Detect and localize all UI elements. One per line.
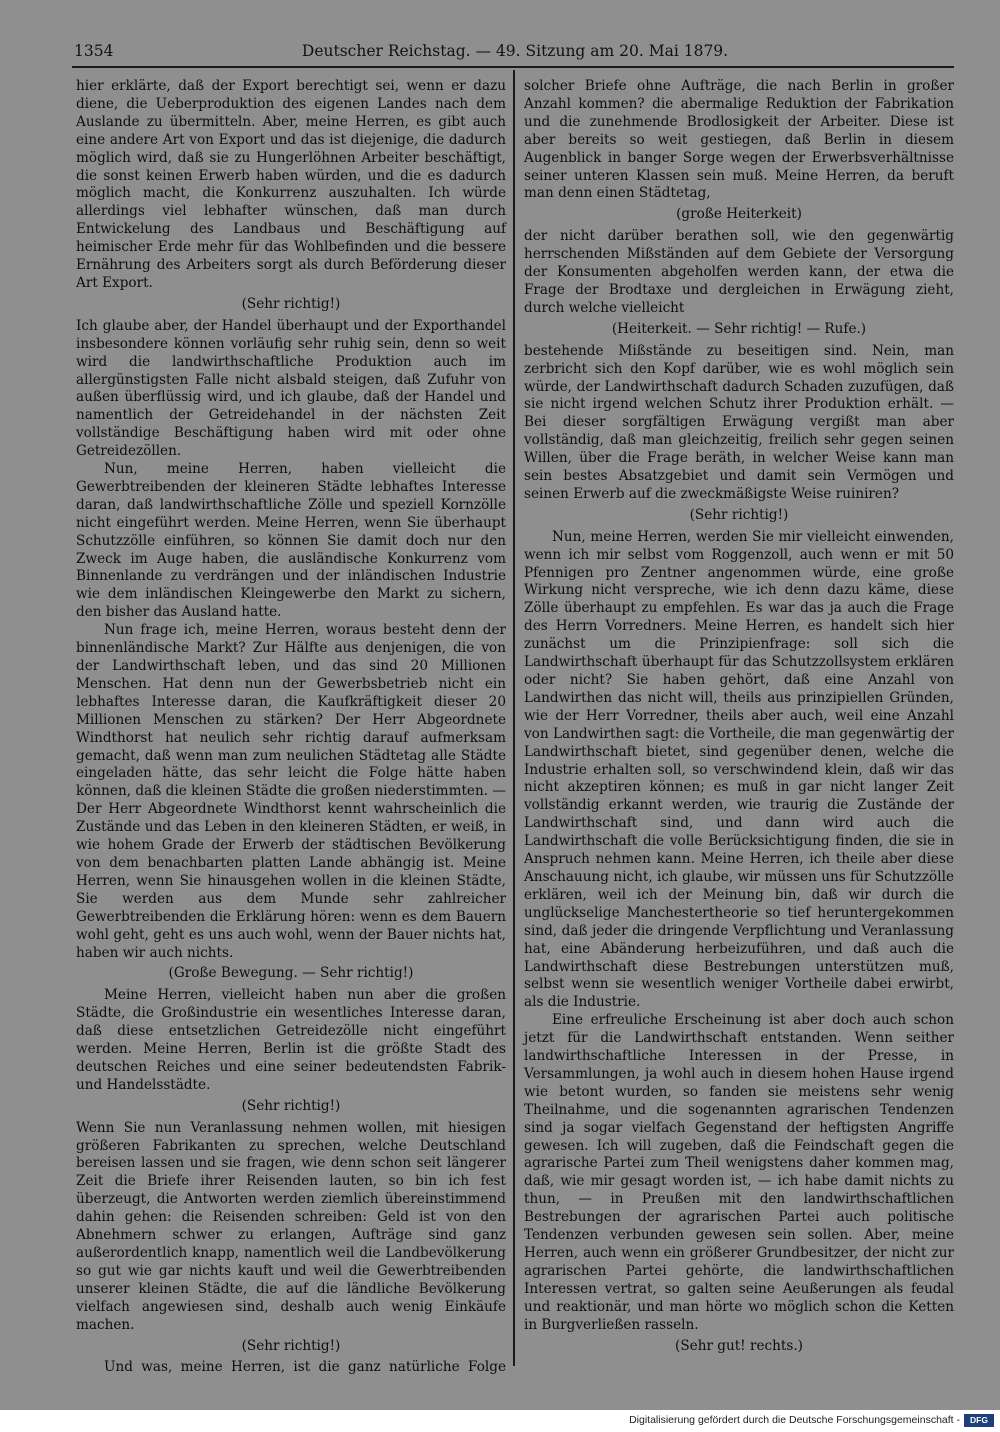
column-divider: [513, 70, 515, 1366]
funding-note: Digitalisierung gefördert durch die Deutsche Forschungsgemeinschaft -: [629, 1414, 960, 1426]
interjection: (Heiterkeit. — Sehr richtig! — Rufe.): [611, 320, 867, 337]
interjection: (Sehr richtig!): [241, 1097, 341, 1114]
paragraph: Und was, meine Herren, ist die ganz natürliche Folge: [104, 1359, 506, 1376]
interjection: (Sehr richtig!): [241, 295, 341, 312]
paragraph: der nicht darüber berathen soll, wie den gegenwärtig herrschenden Mißständen auf dem Gebiete der Versorgung der Konsumenten abgeholfen werden kann, der etwa die Frage der Brodtaxe und dergleichen in Erwägung zieht, durch welche vielleicht: [524, 228, 954, 316]
paragraph: Nun frage ich, meine Herren, woraus besteht denn der binnenländische Markt? Zur Hälfte aus denjenigen, die von der Landwirthschaft leben, und das sind 20 Millionen Menschen. Hat denn nun der Gewerbsbetrieb nicht ein lebhaftes Interesse daran, die Kaufkräftigkeit dieser 20 Millionen Menschen zu stärken? Der Herr Abgeordnete Windthorst hat neulich sehr richtig darauf aufmerksam gemacht, daß wenn man zum neulichen Städtetag alle Städte eingeladen hätte, das sehr leicht die Folge hätte haben können, daß die kleinen Städte die großen niederstimmten. — Der Herr Abgeordnete Windthorst kennt wahrscheinlich die Zustände und das Leben in den kleineren Städten, er weiß, in wie hohem Grade der Erwerb der städtischen Bevölkerung von dem benachbarten platten Lande abhängig ist. Meine Herren, wenn Sie hinausgehen wollen in die kleinen Städte, Sie werden aus dem Munde sehr zahlreicher Gewerbtreibenden die Erklärung hören: wenn es dem Bauern wohl geht, geht es uns auch wohl, wenn der Bauer nichts hat, haben wir auch nichts.: [76, 622, 506, 961]
paragraph: Wenn Sie nun Veranlassung nehmen wollen, mit hiesigen größeren Fabrikanten zu sprechen, welche Deutschland bereisen lassen und sie fragen, wie denn schon seit längerer Zeit die Briefe ihrer Reisenden lauten, so bin ich fest überzeugt, die Antworten werden ziemlich übereinstimmend dahin gehen: die Reisenden schreiben: Geld ist von den Abnehmern schwer zu erlangen, Aufträge sind ganz außerordentlich knapp, namentlich weil die Landbevölkerung so gut wie gar nichts kauft und weil die Gewerbtreibenden unserer kleinen Städte, die auf die ländliche Bevölkerung vielfach angewiesen sind, deshalb auch wenig Einkäufe machen.: [76, 1119, 506, 1333]
paragraph: Eine erfreuliche Erscheinung ist aber doch auch schon jetzt für die Landwirthschaft entstanden. Wenn seither landwirthschaftliche Interessen in der Presse, in Versammlungen, ja wohl auch in diesem hohen Hause irgend wie betont wurden, so fanden sie meistens sehr wenig Theilnahme, und die sogenannten agrarischen Tendenzen sind ja sogar vielfach Gegenstand der heftigsten Angriffe gewesen. Ich will zugeben, daß die Feindschaft gegen die agrarische Partei zum Theil wenigstens daher kommen mag, daß, wie mir gesagt worden ist, — ich habe damit nichts zu thun, — in Preußen mit den landwirthschaftlichen Bestrebungen der agrarischen Partei auch politische Tendenzen verbunden gewesen sein sollen. Aber, meine Herren, auch wenn ein größerer Grundbesitzer, der nicht zur agrarischen Partei gehörte, die landwirthschaftlichen Interessen vertrat, so galten seine Aeußerungen als feudal und reaktionär, und man hörte wo möglich schon die Ketten in Burgverließen rasseln.: [524, 1012, 954, 1333]
paragraph: bestehende Mißstände zu beseitigen sind. Nein, man zerbricht sich den Kopf darüber, wie es wohl möglich sein würde, der Landwirthschaft dadurch Schaden zuzufügen, daß sie nicht irgend welchen Schutz ihrer Produktion erhält. — Bei dieser sorgfältigen Erwägung vergißt man aber vollständig, daß man gleichzeitig, freilich sehr gegen seinen Willen, über die Frage beräth, in welcher Weise kann man sein bestes Absatzgebiet und damit sein Vermögen und seinen Erwerb auf die zweckmäßigste Weise ruiniren?: [524, 342, 954, 502]
footer: [0, 1410, 1000, 1432]
page-header: [74, 38, 956, 66]
paragraph: solcher Briefe ohne Aufträge, die nach Berlin in großer Anzahl kommen? die abermalige Reduktion der Fabrikation und die zunehmende Brodlosigkeit der Arbeiter. Diese ist aber bereits so weit gestiegen, daß Berlin in diesem Augenblick in banger Sorge wegen der Erwerbsverhältnisse seiner unteren Klassen sein muß. Meine Herren, da beruft man denn einen Städtetag,: [524, 78, 954, 202]
dfg-logo: DFG: [964, 1414, 994, 1427]
interjection: (Sehr gut! rechts.): [675, 1337, 803, 1354]
page-number: 1354: [74, 42, 114, 60]
interjection: (Sehr richtig!): [689, 506, 789, 523]
right-column: [524, 78, 954, 1359]
paragraph: Nun, meine Herren, werden Sie mir vielleicht einwenden, wenn ich mir selbst vom Roggenzoll, auch wenn er mit 50 Pfennigen pro Zentner angenommen würde, eine große Wirkung nicht verspreche, wie ich denn dazu käme, diese Zölle überhaupt zu empfehlen. Es war das ja auch die Frage des Herrn Vorredners. Meine Herren, es handelt sich hier zunächst um die Prinzipienfrage: soll sich die Landwirthschaft überhaupt für das Schutzzollsystem erklären oder nicht? Sie haben gehört, daß eine Anzahl von Landwirthen das nicht will, theils aus prinzipiellen Gründen, wie der Herr Vorredner, theils aber auch, weil eine Anzahl von Landwirthen sagt: die Vortheile, die man gegenwärtig der Landwirthschaft bietet, sind gegenüber denen, welche die Industrie erhalten soll, so verschwindend klein, daß wir das nicht akzeptiren können; es muß in gar nicht langer Zeit vollständig erkannt werden, wie traurig die Zustände der Landwirthschaft sind, und dann wird auch die Landwirthschaft die volle Berücksichtigung finden, die sie in Anspruch nehmen kann. Meine Herren, ich theile aber diese Anschauung nicht, ich glaube, wir müssen uns für Schutzzölle erklären, weil ich der Meinung bin, daß wir durch die unglückselige Manchestertheorie so tief heruntergekommen sind, daß jeder die dringende Verpflichtung und Veranlassung hat, eine Abänderung herbeizuführen, und daß auch die Landwirthschaft diese Bestrebungen unterstützen muß, selbst wenn sie wesentlich weniger Vortheile dabei erwirbt, als die Industrie.: [524, 528, 954, 1011]
running-title: Deutscher Reichstag. — 49. Sitzung am 20. Mai 1879.: [301, 42, 729, 60]
header-rule: [72, 66, 954, 68]
interjection: (Große Bewegung. — Sehr richtig!): [168, 965, 414, 982]
interjection: (Sehr richtig!): [241, 1337, 341, 1354]
interjection: (große Heiterkeit): [676, 206, 802, 223]
paragraph: Ich glaube aber, der Handel überhaupt und der Exporthandel insbesondere können vorläufig sehr ruhig sein, denn so weit wird die landwirthschaftliche Produktion auch im allergünstigsten Falle nicht alsbald steigen, daß Zufuhr von außen überflüssig wird, und ich glaube, daß der Handel und namentlich der Getreidehandel in der nächsten Zeit vollständige Beschäftigung haben wird mit oder ohne Getreidezöllen.: [76, 317, 506, 460]
paragraph: Meine Herren, vielleicht haben nun aber die großen Städte, die Großindustrie ein wesentliches Interesse daran, daß diese entsetzlichen Getreidezölle nicht eingeführt werden. Meine Herren, Berlin ist die größte Stadt des deutschen Reiches und eine seiner bedeutendsten Fabrik- und Handelsstädte.: [76, 987, 506, 1093]
paragraph: hier erklärte, daß der Export berechtigt sei, wenn er dazu diene, die Ueberproduktion des eigenen Landes nach dem Auslande zu übermitteln. Aber, meine Herren, es gibt auch eine andere Art von Export und das ist diejenige, die dadurch möglich wird, daß sie zu Hungerlöhnen Arbeiter beschäftigt, die sonst keinen Erwerb haben würden, und die es dadurch möglich macht, die Konkurrenz auszuhalten. Ich würde allerdings viel lebhafter wünschen, daß man durch Entwickelung des Landbaus und Beschäftigung auf heimischer Erde mehr für das Wohlbefinden und die bessere Ernährung des Arbeiters sorgt als durch Beförderung dieser Art Export.: [76, 78, 506, 291]
left-column: [76, 78, 506, 1377]
paragraph: Nun, meine Herren, haben vielleicht die Gewerbtreibenden der kleineren Städte lebhaftes Interesse daran, daß landwirthschaftliche Zölle und speziell Kornzölle nicht eingeführt werden. Meine Herren, wenn Sie überhaupt Schutzzölle einführen, so können Sie damit doch nur den Zweck im Auge haben, die ausländische Konkurrenz vom Binnenlande zu verdrängen und der inländischen Industrie wie dem inländischen Kleingewerbe den Markt zu sichern, den bisher das Ausland hatte.: [76, 461, 506, 621]
